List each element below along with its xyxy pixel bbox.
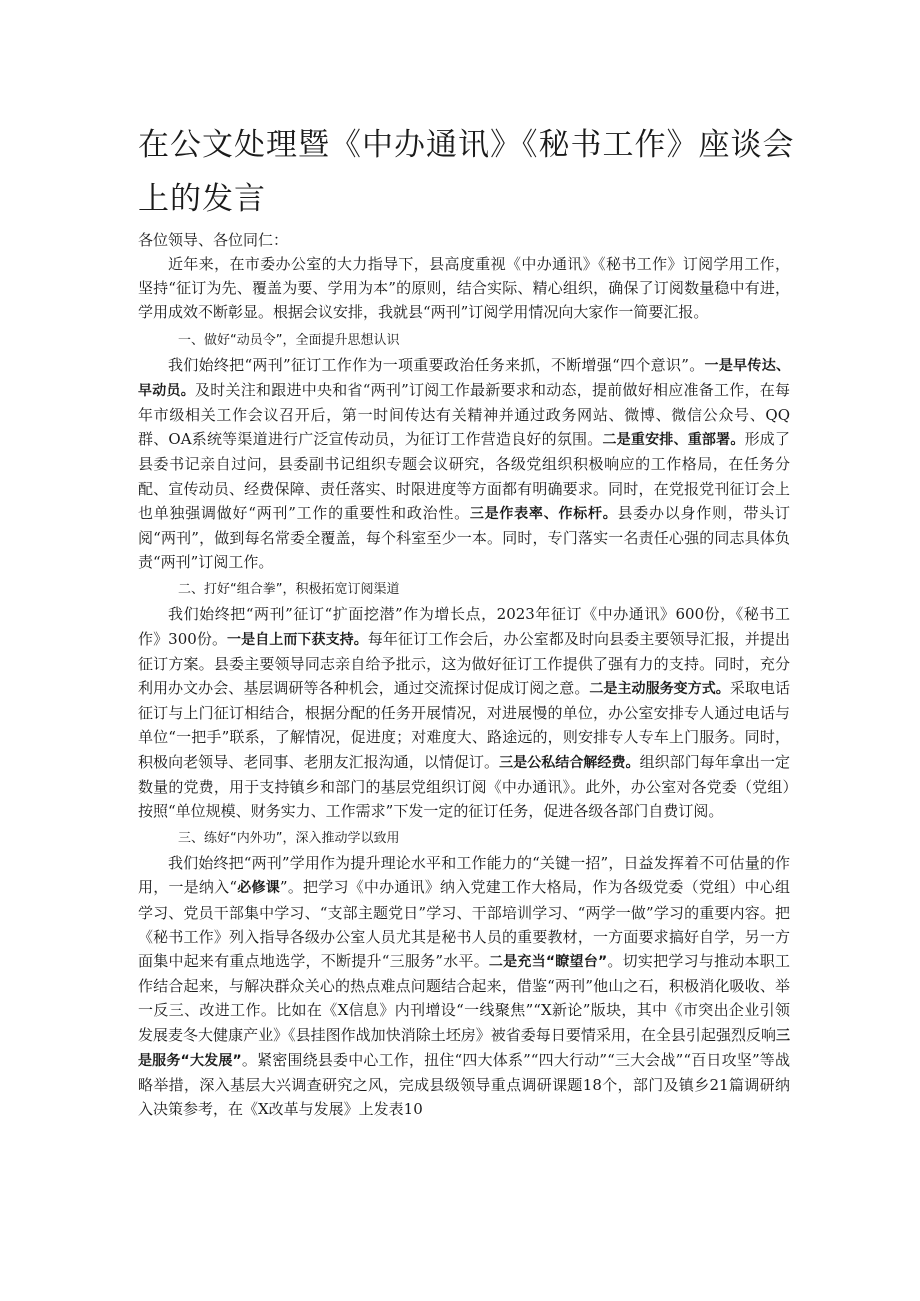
section-2-heading: 二、打好“组合拳”，积极拓宽订阅渠道 xyxy=(178,582,400,598)
salutation: 各位领导、各位同仁： xyxy=(138,231,289,249)
section-2-paragraph xyxy=(138,602,790,823)
text-run: 我们始终把“两刊”征订工作作为一项重要政治任务来抓，不断增强“四个意识”。 xyxy=(168,355,705,374)
text-run: 组织部门每年拿出一定数量的党费，用于支持镇乡和部门的基层党组织订阅《中办通讯》。此外，办公室对各党委（党组）按照“单位规模、财务实力、工作需求”下发一定的征订任务，促进各级各部门自费订阅。 xyxy=(138,752,790,821)
emphasis-run: 二是充当“瞭望台” xyxy=(488,954,608,971)
text-run: 采取电话征订与上门征订相结合，根据分配的任务开展情况，对进展慢的单位，办公室安排专人通过电话与单位“一把手”联系，了解情况，促进度；对难度大、路途远的，则安排专人专车上门服务。同时，积极向老领导、老同事、老朋友汇报沟通，以情促订。 xyxy=(138,679,790,771)
text-run: 。切实把学习与推动本职工作结合起来，与解决群众关心的热点难点问题结合起来，借鉴“两刊”他山之石，积极消化吸收、举一反三、改进工作。比如在《X信息》内刊增设“一线聚焦”“X新论”版块，其中《市突出企业引领发展麦冬大健康产业》《县挂图作战加快消除土坯房》被省委每日要情采用，在全县引起强烈反响 xyxy=(138,952,790,1044)
emphasis-run: 二是主动服务变方式。 xyxy=(589,681,730,698)
emphasis-run: 三是作表率、作标杆。 xyxy=(469,505,618,522)
section-1-heading: 一、做好“动员令”，全面提升思想认识 xyxy=(178,332,400,348)
text-run: 我们始终把“两刊”学用作为提升理论水平和工作能力的“关键一招”，日益发挥着不可估量的作用，一是纳入“ xyxy=(138,854,790,897)
emphasis-run: 必修课 xyxy=(237,880,280,897)
section-3-paragraph xyxy=(138,851,790,1121)
emphasis-run: 一是早传达、早动员。 xyxy=(138,357,790,399)
emphasis-run: 二是重安排、重部署。 xyxy=(602,432,745,449)
intro-paragraph: 近年来，在市委办公室的大力指导下，县高度重视《中办通讯》《秘书工作》订阅学用工作，坚持“征订为先、覆盖为要、学用为本”的原则，结合实际、精心组织，确保了订阅数量稳中有进，学用成效不断彰显。根据会议安排，我就县“两刊”订阅学用情况向大家作一简要汇报。 xyxy=(138,255,790,322)
document-title: 在公文处理暨《中办通讯》《秘书工作》座谈会上的发言 xyxy=(138,127,795,217)
text-run: 每年征订工作会后，办公室都及时向县委主要领导汇报，并提出征订方案。县委主要领导同志亲自给予批示，这为做好征订工作提供了强有力的支持。同时，充分利用办文办会、基层调研等各种机会，通过交流探讨促成订阅之意。 xyxy=(138,629,790,698)
text-run: 我们始终把“两刊”征订“扩面挖潜”作为增长点，2023年征订《中办通讯》600份，《秘书工作》300份。 xyxy=(138,605,790,648)
text-run: 县委办以身作则，带头订阅“两刊”，做到每名常委全覆盖，每个科室至少一本。同时，专门落实一名责任心强的同志具体负责“两刊”订阅工作。 xyxy=(138,503,791,572)
section-3-heading: 三、练好“内外功”，深入推动学以致用 xyxy=(178,831,400,847)
text-run: 形成了县委书记亲自过问，县委副书记组织专题会议研究，各级党组织积极响应的工作格局，在任务分配、宣传动员、经费保障、责任落实、时限进度等方面都有明确要求。同时，在党报党刊征订会上也单独强调做好“两刊”工作的重要性和政治性。 xyxy=(138,430,790,522)
text-run: 及时关注和跟进中央和省“两刊”订阅工作最新要求和动态，提前做好相应准备工作，在每年市级相关工作会议召开后，第一时间传达有关精神并通过政务网站、微博、微信公众号、QQ群、OA系统等渠道进行广泛宣传动员，为征订工作营造良好的氛围。 xyxy=(138,380,791,449)
emphasis-run: 一是自上而下获支持。 xyxy=(227,631,368,648)
section-1-paragraph xyxy=(138,353,790,575)
text-run: 。紧密围绕县委中心工作，扭住“四大体系”“四大行动”“三大会战”“百日攻坚”等战略举措，深入基层大兴调查研究之风，完成县级领导重点调研课题18个，部门及镇乡21篇调研纳入决策参考，在《X改革与发展》上发表10 xyxy=(138,1050,790,1119)
text-run: ”。把学习《中办通讯》纳入党建工作大格局，作为各级党委（党组）中心组学习、党员干部集中学习、“支部主题党日”学习、干部培训学习、“两学一做”学习的重要内容。把《秘书工作》列入指导各级办公室人员尤其是秘书人员的重要教材，一方面要求搞好自学，另一方面集中起来有重点地选学，不断提升“三服务”水平。 xyxy=(138,878,790,971)
emphasis-run: 三是公私结合解经费。 xyxy=(499,754,640,771)
document-body xyxy=(138,228,790,1122)
emphasis-run: 三是服务“大发展” xyxy=(138,1027,790,1069)
